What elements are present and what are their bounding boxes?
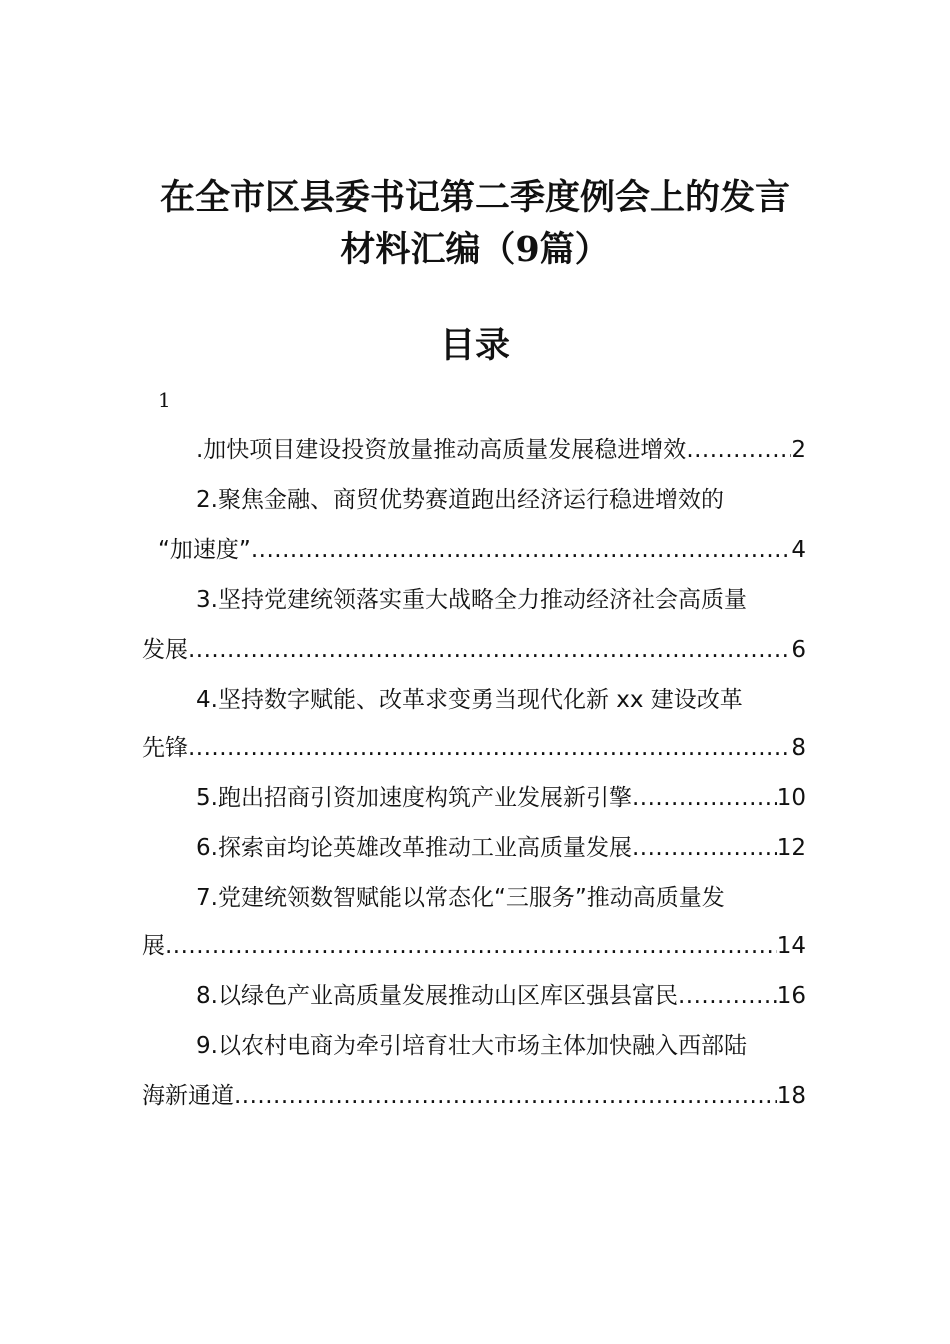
toc-leader-dots [678,976,777,1016]
toc-entry-title-continued: 先锋 [142,735,188,761]
toc-leader-dots [632,778,777,818]
toc-entry-7-continuation[interactable] [142,926,806,966]
toc-entry-title-continued: 海新通道 [142,1083,234,1109]
toc-entry-title: 4.坚持数字赋能、改革求变勇当现代化新 xx 建设改革 [196,687,743,713]
toc-entry-title: .加快项目建设投资放量推动高质量发展稳进增效 [196,437,687,463]
toc-entry-title-continued: “加速度” [158,537,251,563]
toc-leader-dots [188,728,791,768]
toc-leader-dots [165,926,777,966]
toc-entry-7[interactable] [142,878,806,918]
toc-page-number: 12 [776,835,806,861]
toc-entry-title: 8.以绿色产业高质量发展推动山区库区强县富民 [196,983,678,1009]
toc-entry-5[interactable] [142,778,806,818]
toc-entry-title: 7.党建统领数智赋能以常态化“三服务”推动高质量发 [196,885,725,911]
toc-page-number: 6 [791,637,806,663]
toc-entry-title-continued: 发展 [142,637,188,663]
toc-entry-6[interactable] [142,828,806,868]
document-title-line-1: 在全市区县委书记第二季度例会上的发言 [159,177,790,218]
toc-entry-title: 2.聚焦金融、商贸优势赛道跑出经济运行稳进增效的 [196,487,724,513]
toc-entry-9-continuation[interactable] [142,1076,806,1116]
toc-heading: 目录 [439,325,510,366]
toc-page-number: 10 [776,785,806,811]
toc-page-number: 4 [791,537,806,563]
toc-page-number: 8 [791,735,806,761]
toc-entry-3-continuation[interactable] [142,630,806,670]
document-title-line-2: 材料汇编（9篇） [340,229,610,270]
toc-page-number: 18 [776,1083,806,1109]
toc-entry-8[interactable] [142,976,806,1016]
toc-leader-dots [234,1076,777,1116]
toc-page-number: 16 [776,983,806,1009]
toc-leader-dots [686,430,791,470]
stray-number: 1 [158,388,171,412]
toc-entry-4[interactable] [142,680,806,720]
toc-entry-9[interactable] [142,1026,806,1066]
toc-leader-dots [251,530,792,570]
toc-entry-1[interactable] [142,430,806,470]
toc-leader-dots [632,828,777,868]
toc-page-number: 2 [791,437,806,463]
toc-entry-title: 3.坚持党建统领落实重大战略全力推动经济社会高质量 [196,587,747,613]
toc-entry-title-continued: 展 [142,933,165,959]
toc-leader-dots [188,630,791,670]
toc-entry-2-continuation[interactable] [158,530,806,570]
toc-entry-2[interactable] [142,480,806,520]
toc-page-number: 14 [776,933,806,959]
toc-entry-title: 6.探索亩均论英雄改革推动工业高质量发展 [196,835,632,861]
toc-entry-title: 5.跑出招商引资加速度构筑产业发展新引擎 [196,785,632,811]
toc-entry-3[interactable] [142,580,806,620]
toc-entry-4-continuation[interactable] [142,728,806,768]
toc-entry-title: 9.以农村电商为牵引培育壮大市场主体加快融入西部陆 [196,1033,747,1059]
